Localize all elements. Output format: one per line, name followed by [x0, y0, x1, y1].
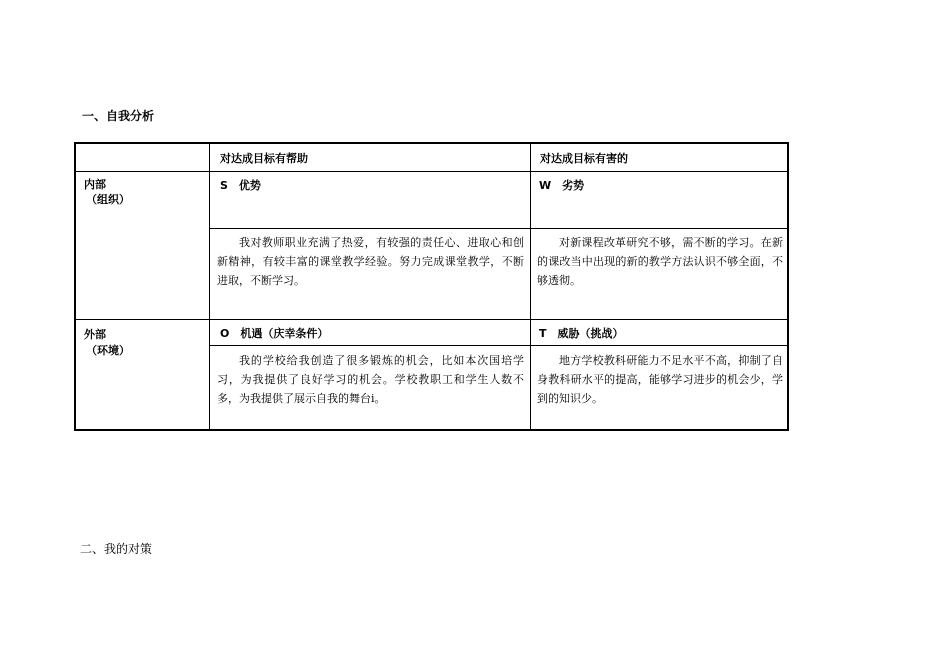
row-label-external: 外部 — [84, 328, 106, 341]
strengths-text: 我对教师职业充满了热爱，有较强的责任心、进取心和创新精神，有较丰富的课堂教学经验。努力完成课堂教学，不断进取，不断学习。 — [217, 236, 524, 287]
opportunities-text: 我的学校给我创造了很多锻炼的机会，比如本次国培学习，为我提供了良好学习的机会。学校教职工和学生人数不多，为我提供了展示自我的舞台i。 — [217, 354, 524, 405]
section-heading-self-analysis: 一、自我分析 — [82, 109, 155, 123]
table-divider — [209, 144, 210, 429]
row-label-internal: 内部 — [84, 178, 106, 191]
row-sublabel-internal: （组织） — [86, 193, 130, 206]
row-sublabel-external: （环境） — [86, 344, 130, 357]
table-divider — [530, 144, 531, 429]
opportunities-title: O 机遇（庆幸条件） — [220, 327, 329, 340]
threats-text: 地方学校教科研能力不足水平不高，抑制了自身教科研水平的提高，能够学习进步的机会少，学到的知识少。 — [537, 354, 783, 405]
strengths-title: S 优势 — [220, 179, 261, 192]
weaknesses-title: W 劣势 — [539, 179, 585, 192]
table-divider — [210, 228, 787, 229]
swot-table — [74, 142, 789, 431]
header-helpful: 对达成目标有帮助 — [220, 152, 308, 165]
table-divider — [210, 345, 787, 346]
threats-title: T 威胁（挑战） — [539, 327, 624, 340]
table-divider — [76, 171, 787, 172]
table-divider — [76, 319, 787, 320]
section-heading-strategy: 二、我的对策 — [80, 542, 153, 556]
header-harmful: 对达成目标有害的 — [540, 152, 628, 165]
weaknesses-text: 对新课程改革研究不够，需不断的学习。在新的课改当中出现的新的教学方法认识不够全面，不够透彻。 — [537, 236, 783, 287]
